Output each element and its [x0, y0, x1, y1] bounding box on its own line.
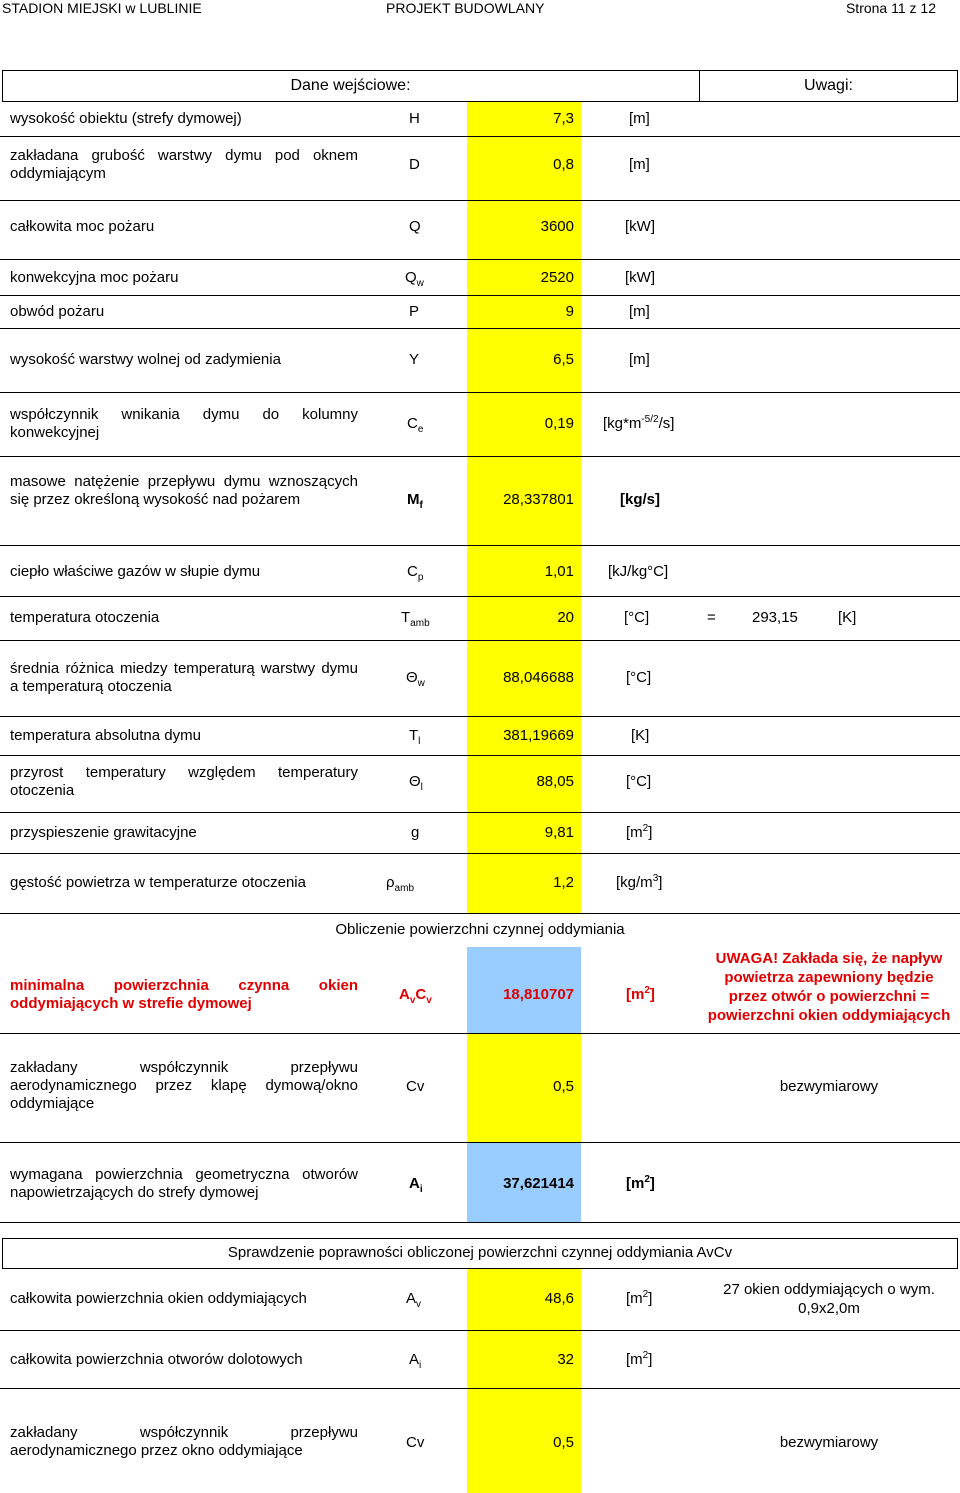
- row-unit: $[m^2]$: [626, 823, 653, 841]
- row-unit: [°C]: [626, 669, 652, 686]
- row-description: średnia różnica miedzy temperaturą warstwy dymu a temperaturą otoczenia: [10, 660, 358, 695]
- row-symbol: D: [409, 156, 420, 173]
- row-description: temperatura otoczenia: [10, 609, 160, 626]
- row-description: gęstość powietrza w temperaturze otoczenia: [10, 874, 306, 891]
- row-description: temperatura absolutna dymu: [10, 727, 201, 744]
- row-unit: [kW]: [625, 269, 655, 286]
- row-remark: bezwymiarowy: [779, 1078, 879, 1095]
- row-unit: [K]: [631, 727, 650, 744]
- row-description: współczynnik wnikania dymu do kolumny konwekcyjnej: [10, 406, 358, 441]
- calc-section-title: Obliczenie powierzchni czynnej oddymiania: [335, 921, 625, 938]
- row-unit: [m]: [629, 303, 650, 320]
- page-header: [0, 0, 960, 18]
- row-value: 28,337801: [503, 491, 574, 508]
- row-value: 0,19: [544, 415, 574, 432]
- row-value: 0,5: [553, 1078, 574, 1095]
- row-description: masowe natężenie przepływu dymu wznoszących się przez określoną wysokość nad pożarem: [10, 473, 358, 508]
- row-value: 48,6: [544, 1290, 574, 1307]
- row-value: 3600: [540, 218, 574, 235]
- row-description: całkowita powierzchnia otworów dolotowych: [10, 1351, 303, 1368]
- row-value: 9,81: [544, 824, 574, 841]
- row-unit-kelvin: [K]: [838, 609, 857, 626]
- row-symbol: Cv: [406, 1434, 425, 1451]
- row-symbol: Y: [409, 351, 420, 368]
- row-value: 18,810707: [503, 986, 574, 1003]
- row-unit: [°C]: [626, 773, 652, 790]
- row-description: ciepło właściwe gazów w słupie dymu: [10, 563, 261, 580]
- row-description: całkowita powierzchnia okien oddymiających: [10, 1290, 307, 1307]
- check-section-title: Sprawdzenie poprawności obliczonej powierzchni czynnej oddymiania AvCv: [227, 1244, 733, 1261]
- row-value: 7,3: [553, 110, 574, 127]
- row-description: wymagana powierzchnia geometryczna otworów napowietrzających do strefy dymowej: [10, 1166, 358, 1201]
- row-symbol: $M_f$: [407, 491, 423, 511]
- row-symbol: $A_i$: [409, 1175, 423, 1195]
- row-unit: $[m^2]$: [626, 1289, 653, 1307]
- row-symbol: $T_{amb}$: [401, 609, 430, 629]
- row-value: 88,046688: [503, 669, 574, 686]
- row-symbol: $C_e$: [407, 415, 424, 435]
- warning-note: UWAGA! Zakłada się, że napływ powietrza zapewniony będzie przez otwór o powierzchni = powierzchni okien oddymiających: [707, 950, 951, 1024]
- row-description: wysokość obiektu (strefy dymowej): [10, 110, 242, 127]
- row-symbol: Q: [409, 218, 421, 235]
- row-symbol: $C_p$: [407, 563, 424, 583]
- row-value: 2520: [540, 269, 574, 286]
- row-unit: $[m^2]$: [626, 1350, 653, 1368]
- row-value: 1,2: [553, 874, 574, 891]
- row-description: obwód pożaru: [10, 303, 105, 320]
- row-symbol: $T_l$: [409, 727, 421, 747]
- row-unit: [kJ/kg°C]: [608, 563, 669, 580]
- row-value-kelvin: 293,15: [752, 609, 798, 626]
- row-description: wysokość warstwy wolnej od zadymienia: [10, 351, 281, 368]
- equals-sign: =: [707, 609, 716, 626]
- row-symbol: H: [409, 110, 420, 127]
- row-description: zakładany współczynnik przepływu aerodynamicznego przez okno oddymiające: [10, 1424, 358, 1459]
- row-unit: [m]: [629, 156, 650, 173]
- row-unit: $[kg/m^3]$: [616, 873, 663, 891]
- row-remark: bezwymiarowy: [779, 1434, 879, 1451]
- row-remark: 27 okien oddymiających o wym. 0,9x2,0m: [723, 1281, 935, 1317]
- row-unit: [kg/s]: [620, 491, 661, 508]
- inputs-section-title: Dane wejściowe:: [290, 77, 411, 94]
- row-value: 6,5: [553, 351, 574, 368]
- row-symbol: g: [411, 824, 420, 841]
- row-unit: [°C]: [624, 609, 650, 626]
- remarks-section-title: Uwagi:: [804, 77, 853, 94]
- row-unit: [m]: [629, 351, 650, 368]
- header-page-number: Strona 11 z 12: [845, 0, 936, 16]
- row-unit: [kW]: [625, 218, 655, 235]
- row-description: konwekcyjna moc pożaru: [10, 269, 179, 286]
- row-symbol: $A_v$: [406, 1290, 422, 1310]
- row-value: 1,01: [544, 563, 574, 580]
- header-document-type: PROJEKT BUDOWLANY: [386, 0, 545, 16]
- row-value: 37,621414: [503, 1175, 574, 1192]
- row-unit: $[kg*m^{-5/2}/s]$: [603, 414, 675, 432]
- row-symbol: $\rho_{amb}$: [386, 874, 414, 894]
- row-symbol: P: [409, 303, 420, 320]
- row-value: 32: [557, 1351, 574, 1368]
- row-value: 0,8: [553, 156, 574, 173]
- row-value: 20: [557, 609, 574, 626]
- row-value: 0,5: [553, 1434, 574, 1451]
- row-value: 381,19669: [503, 727, 574, 744]
- row-unit: $[m^2]$: [626, 985, 655, 1003]
- row-value: 88,05: [536, 773, 574, 790]
- row-description: całkowita moc pożaru: [10, 218, 155, 235]
- header-project-name: STADION MIEJSKI w LUBLINIE: [2, 0, 202, 16]
- row-symbol: $Q_w$: [405, 269, 424, 289]
- row-description: minimalna powierzchnia czynna okien oddymiających w strefie dymowej: [10, 977, 358, 1012]
- row-value: 9: [565, 303, 574, 320]
- row-description: zakładana grubość warstwy dymu pod oknem oddymiającym: [10, 147, 358, 182]
- row-symbol: $\Theta_l$: [409, 773, 423, 793]
- row-description: przyrost temperatury względem temperatury otoczenia: [10, 764, 358, 799]
- row-description: zakładany współczynnik przepływu aerodynamicznego przez klapę dymową/okno oddymiające: [10, 1059, 358, 1112]
- row-unit: $[m^2]$: [626, 1174, 655, 1192]
- row-symbol: Cv: [406, 1078, 425, 1095]
- row-unit: [m]: [629, 110, 650, 127]
- row-symbol: $\Theta_w$: [406, 669, 425, 689]
- row-description: przyspieszenie grawitacyjne: [10, 824, 197, 841]
- row-symbol: $A_i$: [409, 1351, 422, 1371]
- row-symbol: $A_vC_v$: [399, 986, 432, 1006]
